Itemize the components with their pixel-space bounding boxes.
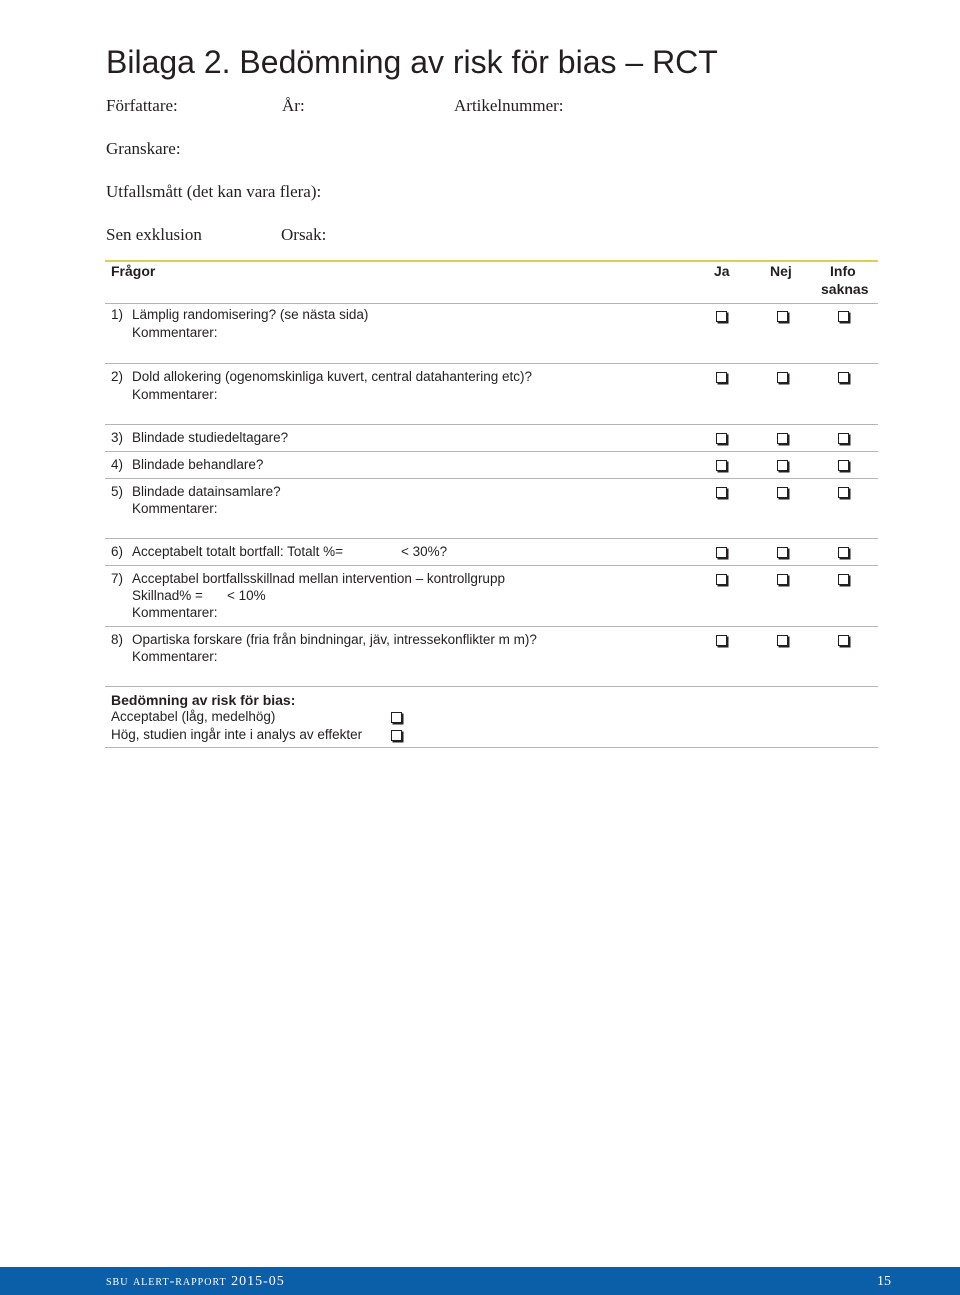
no-header: Nej bbox=[770, 263, 792, 279]
comment-label: Kommentarer: bbox=[132, 387, 218, 402]
question-text: Opartiska forskare (fria från bindningar, jäv, intressekonflikter m m)? bbox=[132, 632, 537, 647]
bias-high-checkbox[interactable] bbox=[391, 730, 402, 741]
yes-header: Ja bbox=[714, 263, 730, 279]
article-number-label: Artikelnummer: bbox=[454, 96, 564, 115]
row-divider bbox=[105, 451, 878, 452]
question-number: 4) bbox=[111, 457, 124, 472]
info-missing-header-line2: saknas bbox=[821, 281, 869, 297]
page-number: 15 bbox=[877, 1274, 891, 1289]
q4-info-missing-checkbox[interactable] bbox=[838, 460, 849, 471]
q6-no-checkbox[interactable] bbox=[777, 547, 788, 558]
question-text: Dold allokering (ogenomskinliga kuvert, central datahantering etc)? bbox=[132, 369, 532, 384]
outcome-label: Utfallsmått (det kan vara flera): bbox=[106, 182, 322, 201]
page-title: Bilaga 2. Bedömning av risk för bias – RCT bbox=[106, 44, 718, 80]
q5-yes-checkbox[interactable] bbox=[716, 487, 727, 498]
q8-yes-checkbox[interactable] bbox=[716, 635, 727, 646]
q5-info-missing-checkbox[interactable] bbox=[838, 487, 849, 498]
q8-info-missing-checkbox[interactable] bbox=[838, 635, 849, 646]
comment-label: Kommentarer: bbox=[132, 649, 218, 664]
question-number: 2) bbox=[111, 369, 124, 384]
row-divider bbox=[105, 363, 878, 364]
questions-header: Frågor bbox=[111, 263, 156, 279]
comment-label: Kommentarer: bbox=[132, 605, 218, 620]
bias-acceptable-checkbox[interactable] bbox=[391, 712, 402, 723]
threshold-text: < 30%? bbox=[401, 544, 448, 559]
q7-info-missing-checkbox[interactable] bbox=[838, 574, 849, 585]
q2-yes-checkbox[interactable] bbox=[716, 372, 727, 383]
bias-assessment-title: Bedömning av risk för bias: bbox=[111, 692, 296, 708]
difference-label: Skillnad% = bbox=[132, 588, 203, 603]
author-label: Författare: bbox=[106, 96, 178, 115]
row-divider bbox=[105, 686, 878, 687]
info-missing-header: Info bbox=[830, 263, 856, 279]
reviewer-label: Granskare: bbox=[106, 139, 181, 158]
threshold-text: < 10% bbox=[227, 588, 266, 603]
question-6 bbox=[111, 544, 343, 559]
question-number: 5) bbox=[111, 484, 124, 499]
bias-option-high: Hög, studien ingår inte i analys av effekter bbox=[111, 727, 363, 742]
reason-label: Orsak: bbox=[281, 225, 327, 244]
q2-no-checkbox[interactable] bbox=[777, 372, 788, 383]
row-divider bbox=[105, 478, 878, 479]
q4-yes-checkbox[interactable] bbox=[716, 460, 727, 471]
question-text: Acceptabel bortfallsskillnad mellan intervention – kontrollgrupp bbox=[132, 571, 505, 586]
question-8 bbox=[111, 632, 537, 647]
question-1 bbox=[111, 307, 368, 322]
row-divider bbox=[105, 424, 878, 425]
q6-info-missing-checkbox[interactable] bbox=[838, 547, 849, 558]
footer-report-name: sbu alert-rapport 2015-05 bbox=[106, 1274, 285, 1289]
q3-yes-checkbox[interactable] bbox=[716, 433, 727, 444]
q3-info-missing-checkbox[interactable] bbox=[838, 433, 849, 444]
question-number: 1) bbox=[111, 307, 124, 322]
question-text: Blindade datainsamlare? bbox=[132, 484, 281, 499]
q2-info-missing-checkbox[interactable] bbox=[838, 372, 849, 383]
footer-bar bbox=[0, 1267, 960, 1295]
q7-no-checkbox[interactable] bbox=[777, 574, 788, 585]
question-text: Blindade behandlare? bbox=[132, 457, 264, 472]
question-5 bbox=[111, 484, 281, 499]
row-divider bbox=[105, 538, 878, 539]
question-number: 8) bbox=[111, 632, 124, 647]
question-text: Acceptabelt totalt bortfall: Totalt %= bbox=[132, 544, 343, 559]
late-exclusion-label: Sen exklusion bbox=[106, 225, 202, 244]
question-3 bbox=[111, 430, 288, 445]
row-divider bbox=[105, 626, 878, 627]
question-text: Blindade studiedeltagare? bbox=[132, 430, 289, 445]
bias-option-acceptable: Acceptabel (låg, medelhög) bbox=[111, 709, 276, 724]
q7-yes-checkbox[interactable] bbox=[716, 574, 727, 585]
q5-no-checkbox[interactable] bbox=[777, 487, 788, 498]
q1-info-missing-checkbox[interactable] bbox=[838, 311, 849, 322]
q3-no-checkbox[interactable] bbox=[777, 433, 788, 444]
q8-no-checkbox[interactable] bbox=[777, 635, 788, 646]
question-number: 3) bbox=[111, 430, 124, 445]
table-top-rule bbox=[105, 260, 878, 262]
q4-no-checkbox[interactable] bbox=[777, 460, 788, 471]
question-2 bbox=[111, 369, 532, 384]
question-number: 6) bbox=[111, 544, 124, 559]
q1-yes-checkbox[interactable] bbox=[716, 311, 727, 322]
year-label: År: bbox=[282, 96, 305, 115]
question-4 bbox=[111, 457, 263, 472]
bias-bottom-rule bbox=[105, 747, 878, 748]
comment-label: Kommentarer: bbox=[132, 325, 218, 340]
question-7 bbox=[111, 571, 505, 586]
question-number: 7) bbox=[111, 571, 124, 586]
row-divider bbox=[105, 565, 878, 566]
q1-no-checkbox[interactable] bbox=[777, 311, 788, 322]
q6-yes-checkbox[interactable] bbox=[716, 547, 727, 558]
comment-label: Kommentarer: bbox=[132, 501, 218, 516]
question-text: Lämplig randomisering? (se nästa sida) bbox=[132, 307, 369, 322]
header-rule bbox=[105, 303, 878, 304]
